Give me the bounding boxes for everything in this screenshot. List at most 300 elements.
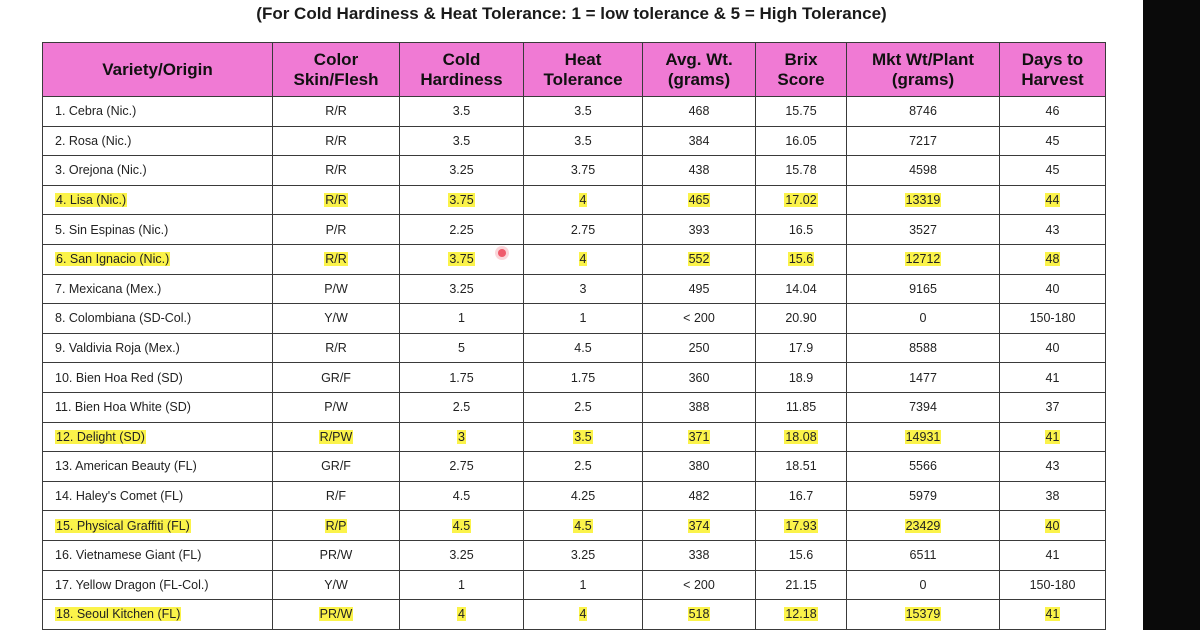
- cell-value: 13319: [905, 193, 941, 208]
- table-cell: [643, 244, 756, 274]
- cell-value: R/PW: [319, 429, 353, 444]
- table-row: [43, 392, 1106, 422]
- column-header-line: Brix: [784, 49, 818, 69]
- variety-label: 13. American Beauty (FL): [55, 459, 197, 474]
- cell-value: 2.5: [452, 400, 471, 415]
- variety-label: 9. Valdivia Roja (Mex.): [55, 341, 180, 356]
- table-cell: [847, 304, 1000, 334]
- cell-value: 20.90: [785, 311, 817, 326]
- table-cell: [524, 422, 643, 452]
- cell-value: 15.75: [785, 104, 817, 119]
- table-cell: [43, 215, 273, 245]
- cell-value: 7394: [909, 400, 937, 415]
- table-cell: [43, 511, 273, 541]
- cell-value: 2.75: [449, 459, 474, 474]
- cell-value: 3.75: [449, 252, 474, 267]
- table-cell: [847, 244, 1000, 274]
- table-cell: [43, 304, 273, 334]
- cell-value: 3.5: [574, 429, 592, 444]
- cell-value: PR/W: [319, 548, 353, 563]
- cell-value: 388: [688, 400, 710, 415]
- table-cell: [1000, 215, 1106, 245]
- cell-value: 0: [919, 577, 927, 592]
- table-cell: [43, 481, 273, 511]
- table-cell: [847, 540, 1000, 570]
- table-row: [43, 185, 1106, 215]
- cell-value: 0: [919, 311, 927, 326]
- cell-value: 4.5: [452, 518, 471, 533]
- cell-value: R/R: [325, 341, 347, 356]
- table-row: [43, 452, 1106, 482]
- table-cell: [1000, 333, 1106, 363]
- table-cell: [273, 333, 400, 363]
- table-cell: [43, 156, 273, 186]
- variety-label: 15. Physical Graffiti (FL): [56, 518, 190, 533]
- table-cell: [847, 481, 1000, 511]
- cell-value: 3.5: [574, 104, 592, 119]
- cell-value: 518: [688, 607, 710, 622]
- table-cell: [273, 452, 400, 482]
- variety-label: 10. Bien Hoa Red (SD): [55, 370, 183, 385]
- table-cell: [43, 600, 273, 630]
- table-cell: [1000, 511, 1106, 541]
- cell-value: 15.78: [785, 163, 817, 178]
- cell-value: 3: [579, 281, 587, 296]
- cell-value: 23429: [905, 518, 941, 533]
- table-cell: [643, 304, 756, 334]
- cell-value: 4: [579, 607, 587, 622]
- cell-value: 18.51: [785, 459, 817, 474]
- table-cell: [524, 97, 643, 127]
- table-cell: [643, 215, 756, 245]
- table-row: [43, 333, 1106, 363]
- variety-label: 1. Cebra (Nic.): [55, 104, 137, 119]
- table-row: [43, 244, 1106, 274]
- cell-value: GR/F: [321, 459, 351, 474]
- table-row: [43, 600, 1106, 630]
- table-cell: [43, 570, 273, 600]
- table-cell: [400, 185, 524, 215]
- table-cell: [643, 511, 756, 541]
- column-header-line: Skin/Flesh: [293, 69, 379, 89]
- table-cell: [400, 481, 524, 511]
- table-cell: [847, 156, 1000, 186]
- column-header-line: (grams): [891, 69, 955, 89]
- table-cell: [273, 244, 400, 274]
- cell-value: P/W: [324, 400, 348, 415]
- cell-value: 5566: [909, 459, 937, 474]
- cell-value: 14.04: [785, 281, 817, 296]
- variety-label: 12. Delight (SD): [56, 429, 145, 444]
- cell-value: 5979: [909, 489, 937, 504]
- column-header: [847, 43, 1000, 97]
- cell-value: 17.02: [785, 193, 817, 208]
- cell-value: 40: [1045, 281, 1060, 296]
- table-cell: [643, 392, 756, 422]
- cell-value: 37: [1045, 400, 1060, 415]
- table-cell: [524, 215, 643, 245]
- cell-value: 4.5: [452, 489, 471, 504]
- table-row: [43, 274, 1106, 304]
- cell-value: 3.5: [452, 104, 471, 119]
- cell-value: 41: [1045, 429, 1060, 444]
- table-cell: [43, 244, 273, 274]
- table-cell: [756, 274, 847, 304]
- cell-value: 1: [579, 311, 587, 326]
- variety-label: 14. Haley's Comet (FL): [55, 489, 184, 504]
- table-cell: [524, 126, 643, 156]
- cell-value: Y/W: [324, 577, 348, 592]
- cell-value: 393: [688, 222, 710, 237]
- cell-value: 45: [1045, 133, 1060, 148]
- table-cell: [847, 215, 1000, 245]
- table-cell: [643, 570, 756, 600]
- table-cell: [1000, 126, 1106, 156]
- cell-value: 468: [688, 104, 710, 119]
- cell-value: 4598: [909, 163, 937, 178]
- table-row: [43, 540, 1106, 570]
- table-cell: [273, 570, 400, 600]
- variety-label: 5. Sin Espinas (Nic.): [55, 222, 169, 237]
- table-cell: [643, 422, 756, 452]
- cell-value: 21.15: [785, 577, 817, 592]
- table-cell: [643, 481, 756, 511]
- table-cell: [1000, 570, 1106, 600]
- cell-value: 8588: [909, 341, 937, 356]
- table-cell: [273, 540, 400, 570]
- table-cell: [847, 333, 1000, 363]
- table-cell: [847, 570, 1000, 600]
- table-body: [43, 97, 1106, 630]
- table-row: [43, 97, 1106, 127]
- cell-value: 7217: [909, 133, 937, 148]
- cell-value: 16.7: [788, 489, 814, 504]
- variety-label: 17. Yellow Dragon (FL-Col.): [55, 577, 209, 592]
- table-row: [43, 570, 1106, 600]
- table-cell: [43, 392, 273, 422]
- table-cell: [756, 244, 847, 274]
- cell-value: R/R: [325, 133, 347, 148]
- cell-value: 11.85: [785, 400, 817, 415]
- table-cell: [643, 600, 756, 630]
- cell-value: 8746: [909, 104, 937, 119]
- table-cell: [1000, 97, 1106, 127]
- table-row: [43, 422, 1106, 452]
- table-cell: [273, 363, 400, 393]
- cell-value: 374: [688, 518, 710, 533]
- cell-value: 482: [688, 489, 710, 504]
- variety-label: 11. Bien Hoa White (SD): [55, 400, 191, 415]
- variety-label: 4. Lisa (Nic.): [56, 193, 127, 208]
- table-cell: [643, 274, 756, 304]
- table-cell: [43, 363, 273, 393]
- variety-label: 2. Rosa (Nic.): [55, 133, 132, 148]
- table-cell: [43, 274, 273, 304]
- table-cell: [400, 540, 524, 570]
- table-cell: [1000, 363, 1106, 393]
- column-header: [643, 43, 756, 97]
- table-cell: [1000, 185, 1106, 215]
- cell-value: 1: [579, 577, 587, 592]
- column-header: [400, 43, 524, 97]
- column-header-line: Days to: [1021, 49, 1084, 69]
- column-header: [524, 43, 643, 97]
- cell-value: 3.25: [570, 548, 596, 563]
- table-cell: [1000, 600, 1106, 630]
- cell-value: 40: [1045, 518, 1060, 533]
- table-cell: [1000, 540, 1106, 570]
- column-header: [1000, 43, 1106, 97]
- column-header: [43, 43, 273, 97]
- column-header-line: (grams): [667, 69, 731, 89]
- cell-value: < 200: [683, 311, 715, 326]
- cell-value: 44: [1045, 193, 1060, 208]
- table-cell: [643, 185, 756, 215]
- table-cell: [273, 156, 400, 186]
- cell-value: 17.93: [785, 518, 817, 533]
- cell-value: 360: [688, 370, 710, 385]
- table-cell: [524, 452, 643, 482]
- variety-label: 18. Seoul Kitchen (FL): [56, 607, 181, 622]
- column-header-line: Score: [777, 69, 825, 89]
- table-cell: [400, 392, 524, 422]
- table-cell: [400, 274, 524, 304]
- table-cell: [273, 511, 400, 541]
- table-cell: [1000, 481, 1106, 511]
- cell-value: 495: [688, 281, 710, 296]
- cell-value: 18.9: [788, 370, 814, 385]
- table-cell: [400, 570, 524, 600]
- table-cell: [847, 126, 1000, 156]
- table-cell: [43, 185, 273, 215]
- cell-value: 1.75: [449, 370, 474, 385]
- table-cell: [847, 274, 1000, 304]
- table-cell: [43, 540, 273, 570]
- cell-value: 41: [1045, 370, 1060, 385]
- table-cell: [400, 97, 524, 127]
- cell-value: 16.5: [788, 222, 814, 237]
- cell-value: 438: [688, 163, 710, 178]
- table-cell: [847, 511, 1000, 541]
- black-side-bar: [1143, 0, 1200, 630]
- table-row: [43, 304, 1106, 334]
- cell-value: 4.5: [574, 518, 592, 533]
- column-header: [756, 43, 847, 97]
- table-cell: [524, 333, 643, 363]
- cell-value: 5: [458, 341, 465, 356]
- table-cell: [756, 363, 847, 393]
- cell-value: 552: [688, 252, 710, 267]
- table-cell: [847, 97, 1000, 127]
- table-cell: [400, 363, 524, 393]
- cell-value: 150-180: [1029, 577, 1076, 592]
- table-cell: [643, 97, 756, 127]
- table-cell: [847, 185, 1000, 215]
- column-header-line: Avg. Wt.: [665, 49, 733, 69]
- table-cell: [643, 540, 756, 570]
- column-header-line: Tolerance: [543, 69, 623, 89]
- cell-value: 41: [1045, 607, 1060, 622]
- cell-value: 1477: [909, 370, 937, 385]
- variety-table: [42, 42, 1106, 630]
- table-cell: [400, 422, 524, 452]
- cell-value: 12712: [905, 252, 941, 267]
- table-cell: [756, 333, 847, 363]
- cell-value: 6511: [909, 548, 937, 563]
- table-cell: [524, 156, 643, 186]
- table-subtitle: (For Cold Hardiness & Heat Tolerance: 1 = low tolerance & 5 = High Tolerance): [256, 4, 887, 23]
- table-cell: [847, 600, 1000, 630]
- table-cell: [273, 185, 400, 215]
- cell-value: 380: [688, 459, 710, 474]
- cursor-marker-dot: [498, 249, 506, 257]
- cell-value: 250: [688, 341, 710, 356]
- variety-label: 16. Vietnamese Giant (FL): [55, 548, 202, 563]
- table-cell: [756, 156, 847, 186]
- table-cell: [847, 363, 1000, 393]
- table-cell: [1000, 156, 1106, 186]
- table-cell: [273, 97, 400, 127]
- cell-value: 41: [1045, 548, 1060, 563]
- cell-value: 38: [1045, 489, 1060, 504]
- table-cell: [524, 392, 643, 422]
- cell-value: 9165: [909, 281, 937, 296]
- table-cell: [273, 126, 400, 156]
- cell-value: 40: [1045, 341, 1060, 356]
- cell-value: < 200: [683, 577, 715, 592]
- table-cell: [756, 97, 847, 127]
- cell-value: 48: [1045, 252, 1060, 267]
- table-cell: [524, 540, 643, 570]
- cell-value: 4.5: [574, 341, 592, 356]
- table-cell: [43, 422, 273, 452]
- cell-value: 4: [579, 193, 587, 208]
- cell-value: 2.25: [449, 222, 474, 237]
- table-cell: [400, 452, 524, 482]
- cell-value: 3.5: [574, 133, 592, 148]
- cell-value: R/R: [325, 193, 347, 208]
- cell-value: 15.6: [788, 252, 814, 267]
- variety-label: 7. Mexicana (Mex.): [55, 281, 162, 296]
- table-cell: [756, 185, 847, 215]
- cell-value: 2.5: [574, 400, 592, 415]
- table-cell: [847, 452, 1000, 482]
- table-cell: [524, 511, 643, 541]
- table-cell: [273, 215, 400, 245]
- table-row: [43, 215, 1106, 245]
- table-cell: [524, 185, 643, 215]
- table-cell: [847, 392, 1000, 422]
- table-cell: [400, 600, 524, 630]
- cell-value: P/W: [324, 281, 348, 296]
- cell-value: GR/F: [321, 370, 351, 385]
- table-cell: [1000, 392, 1106, 422]
- cell-value: 14931: [905, 429, 941, 444]
- table-header-row: [43, 43, 1106, 97]
- table-cell: [1000, 244, 1106, 274]
- cell-value: Y/W: [324, 311, 348, 326]
- cell-value: R/P: [325, 518, 347, 533]
- cell-value: P/R: [325, 222, 347, 237]
- table-cell: [524, 363, 643, 393]
- cell-value: 16.05: [785, 133, 817, 148]
- table-cell: [400, 304, 524, 334]
- table-cell: [43, 452, 273, 482]
- cell-value: 3.75: [449, 193, 474, 208]
- cell-value: PR/W: [319, 607, 353, 622]
- cell-value: 3.25: [449, 163, 474, 178]
- cell-value: 12.18: [785, 607, 817, 622]
- table-cell: [524, 304, 643, 334]
- cell-value: 4: [579, 252, 587, 267]
- table-cell: [643, 363, 756, 393]
- cell-value: 15.6: [788, 548, 814, 563]
- cell-value: 4: [458, 607, 465, 622]
- table-cell: [43, 126, 273, 156]
- column-header-line: Color: [313, 49, 359, 69]
- table-cell: [756, 511, 847, 541]
- table-cell: [756, 304, 847, 334]
- table-cell: [756, 452, 847, 482]
- table-cell: [524, 570, 643, 600]
- cell-value: 1.75: [570, 370, 596, 385]
- cell-value: 3527: [909, 222, 937, 237]
- column-header-line: Mkt Wt/Plant: [872, 49, 974, 69]
- table-cell: [756, 422, 847, 452]
- cell-value: R/R: [325, 163, 347, 178]
- cell-value: 3: [458, 429, 465, 444]
- table-cell: [273, 481, 400, 511]
- cell-value: R/R: [325, 104, 347, 119]
- table-cell: [273, 392, 400, 422]
- cell-value: 3.5: [452, 133, 471, 148]
- table-cell: [43, 97, 273, 127]
- column-header-line: Cold: [442, 49, 481, 69]
- cell-value: 465: [688, 193, 710, 208]
- table-cell: [756, 600, 847, 630]
- cell-value: 3.25: [449, 548, 474, 563]
- variety-label: 3. Orejona (Nic.): [55, 163, 147, 178]
- column-header-line: Harvest: [1021, 69, 1084, 89]
- cell-value: 1: [458, 577, 465, 592]
- table-cell: [1000, 452, 1106, 482]
- table-cell: [273, 600, 400, 630]
- table-cell: [1000, 274, 1106, 304]
- cell-value: 43: [1045, 222, 1060, 237]
- table-cell: [273, 274, 400, 304]
- column-header-line: Variety/Origin: [102, 59, 213, 79]
- cell-value: 15379: [905, 607, 941, 622]
- column-header-line: Hardiness: [420, 69, 503, 89]
- cell-value: 1: [458, 311, 465, 326]
- table-cell: [756, 126, 847, 156]
- cell-value: 371: [688, 429, 710, 444]
- table-cell: [643, 333, 756, 363]
- table-cell: [400, 156, 524, 186]
- variety-label: 8. Colombiana (SD-Col.): [55, 311, 192, 326]
- table-cell: [1000, 304, 1106, 334]
- cell-value: R/R: [325, 252, 347, 267]
- table-cell: [643, 452, 756, 482]
- table-row: [43, 363, 1106, 393]
- table-cell: [273, 304, 400, 334]
- table-row: [43, 481, 1106, 511]
- cell-value: 43: [1045, 459, 1060, 474]
- column-header-line: Heat: [564, 49, 602, 69]
- table-cell: [400, 333, 524, 363]
- column-header: [273, 43, 400, 97]
- table-cell: [400, 126, 524, 156]
